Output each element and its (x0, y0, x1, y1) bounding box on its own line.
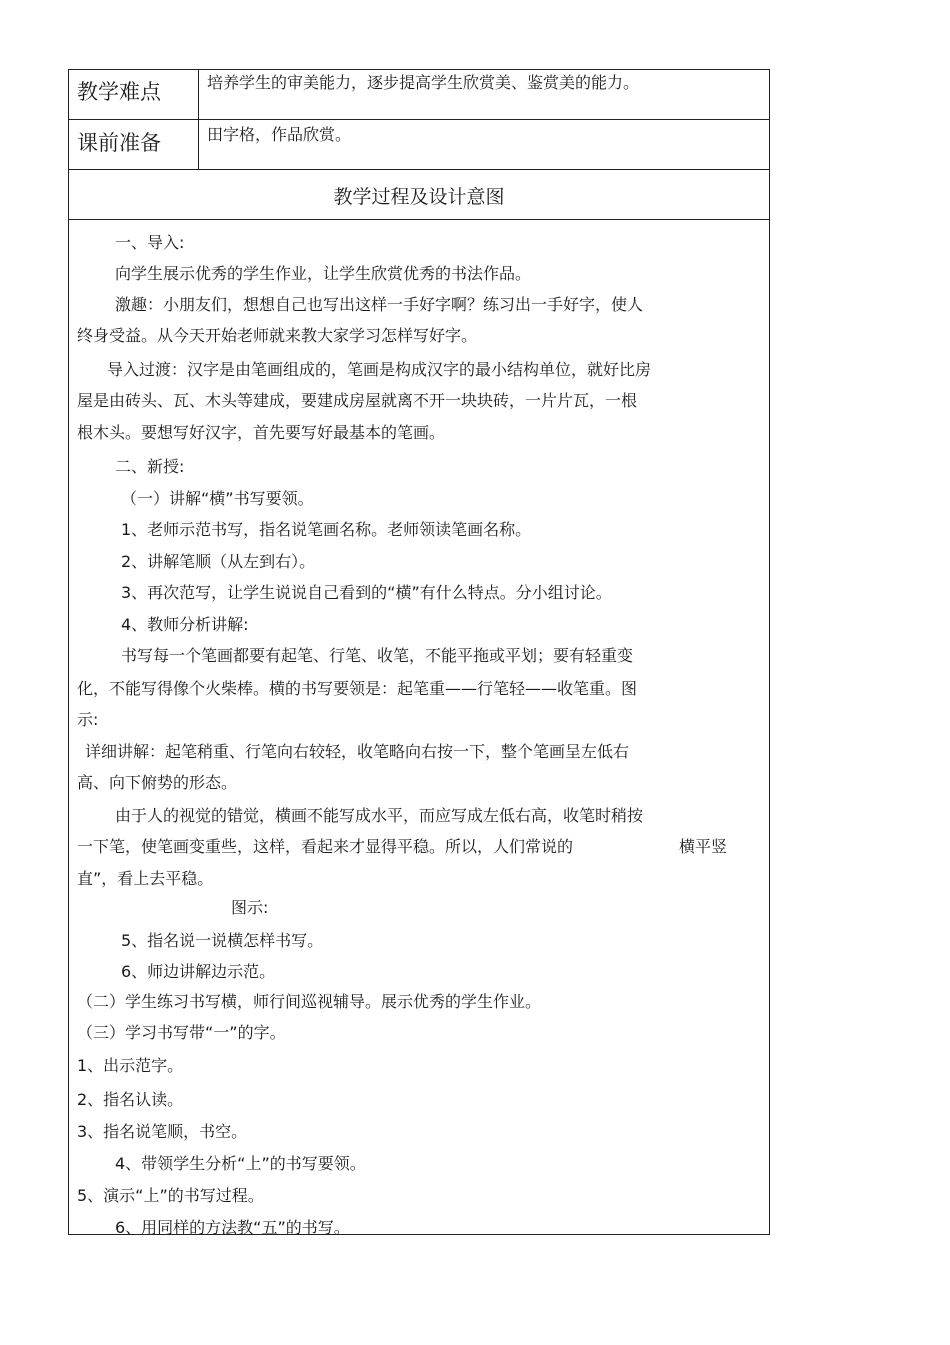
body-line: 2、指名认读。 (77, 1090, 184, 1109)
difficulty-label: 教学难点 (69, 70, 199, 119)
body-line: 详细讲解：起笔稍重、行笔向右较轻，收笔略向右按一下，整个笔画呈左低右 (85, 742, 630, 761)
body-line: （二）学生练习书写横，师行间巡视辅导。展示优秀的学生作业。 (77, 992, 542, 1011)
body-line: 1、出示范字。 (77, 1056, 184, 1075)
difficulty-content: 培养学生的审美能力，逐步提高学生欣赏美、鉴赏美的能力。 (207, 73, 640, 92)
body-line: 激趣：小朋友们，想想自己也写出这样一手好字啊？练习出一手好字，使人 (115, 295, 644, 314)
body-line: 二、新授: (115, 457, 185, 476)
body-line: 直”，看上去平稳。 (77, 869, 214, 888)
body-line: 横平竖 (679, 837, 728, 856)
body-line: 示: (77, 710, 99, 729)
body-line: 6、用同样的方法教“五”的书写。 (115, 1218, 350, 1237)
body-line: 终身受益。从今天开始老师就来教大家学习怎样写好字。 (77, 326, 478, 345)
body-line: 屋是由砖头、瓦、木头等建成，要建成房屋就离不开一块块砖，一片片瓦，一根 (77, 391, 638, 410)
body-line: 由于人的视觉的错觉，横画不能写成水平，而应写成左低右高，收笔时稍按 (115, 806, 644, 825)
body-line: 3、再次范写，让学生说说自己看到的“横”有什么特点。分小组讨论。 (121, 583, 612, 602)
body-line: 1、老师示范书写，指名说笔画名称。老师领读笔画名称。 (121, 520, 532, 539)
body-line: 书写每一个笔画都要有起笔、行笔、收笔，不能平拖或平划；要有轻重变 (121, 646, 634, 665)
body-line: 4、教师分析讲解: (121, 615, 249, 634)
body-line: 一、导入: (115, 233, 185, 252)
body-line: 导入过渡：汉字是由笔画组成的，笔画是构成汉字的最小结构单位，就好比房 (107, 360, 652, 379)
body-line: （三）学习书写带“一”的字。 (77, 1023, 286, 1042)
body-line: 化，不能写得像个火柴棒。横的书写要领是：起笔重——行笔轻——收笔重。图 (77, 679, 638, 698)
difficulty-row (69, 70, 769, 120)
body-line: 一下笔，使笔画变重些，这样，看起来才显得平稳。所以，人们常说的 (77, 837, 574, 856)
body-line: 4、带领学生分析“上”的书写要领。 (115, 1154, 366, 1173)
body-line: 图示: (231, 898, 269, 917)
preparation-label: 课前准备 (69, 120, 199, 169)
body-line: 向学生展示优秀的学生作业，让学生欣赏优秀的书法作品。 (115, 264, 532, 283)
preparation-row (69, 120, 769, 170)
body-line: （一）讲解“横”书写要领。 (121, 489, 314, 508)
body-line: 根木头。要想写好汉字，首先要写好最基本的笔画。 (77, 423, 446, 442)
section-title: 教学过程及设计意图 (333, 186, 505, 208)
lesson-plan-table (68, 69, 770, 1235)
body-line: 2、讲解笔顺（从左到右）。 (121, 552, 316, 571)
lesson-body (69, 220, 769, 1237)
body-line: 3、指名说笔顺，书空。 (77, 1122, 248, 1141)
section-title-row (69, 170, 769, 220)
preparation-content: 田字格，作品欣赏。 (207, 125, 352, 144)
body-line: 5、演示“上”的书写过程。 (77, 1186, 264, 1205)
body-line: 高、向下俯势的形态。 (77, 773, 238, 792)
body-line: 5、指名说一说横怎样书写。 (121, 931, 324, 950)
body-line: 6、师边讲解边示范。 (121, 962, 276, 981)
